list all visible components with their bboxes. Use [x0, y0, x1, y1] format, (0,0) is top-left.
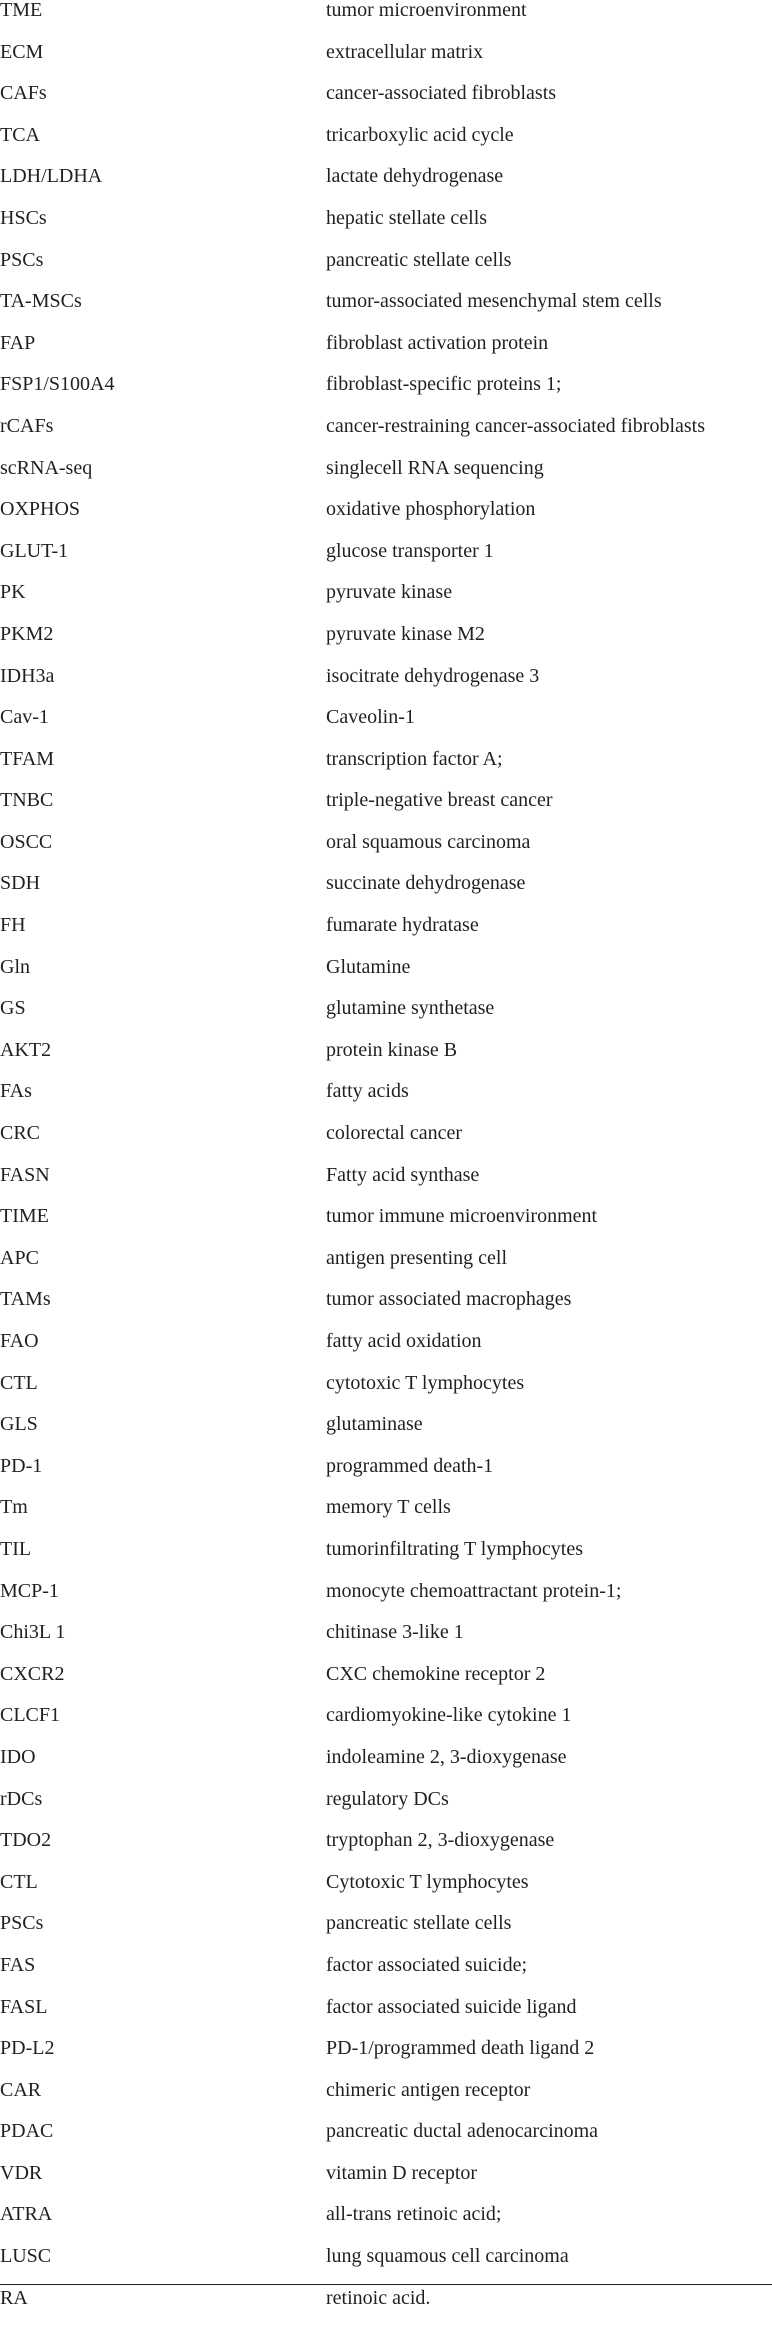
table-row: [0, 541, 772, 583]
abbreviation-term: IDO: [0, 1745, 36, 1768]
table-row: [0, 1123, 772, 1165]
abbreviation-definition: antigen presenting cell: [326, 1246, 508, 1269]
table-row: [0, 998, 772, 1040]
abbreviation-definition: fatty acids: [326, 1080, 409, 1103]
table-row: [0, 1913, 772, 1955]
abbreviation-term: FH: [0, 914, 26, 937]
abbreviation-term: LUSC: [0, 2245, 52, 2268]
abbreviation-term: OSCC: [0, 830, 53, 853]
table-row: [0, 1622, 772, 1664]
abbreviation-definition: Glutamine: [326, 955, 411, 978]
abbreviation-term: CRC: [0, 1122, 41, 1145]
table-row: [0, 2038, 772, 2080]
table-row: [0, 1539, 772, 1581]
abbreviation-term: GLUT-1: [0, 539, 69, 562]
abbreviation-definition: isocitrate dehydrogenase 3: [326, 664, 540, 687]
abbreviation-term: CTL: [0, 1371, 38, 1394]
abbreviation-definition: fibroblast activation protein: [326, 331, 549, 354]
table-row: [0, 125, 772, 167]
abbreviation-definition: lung squamous cell carcinoma: [326, 2245, 569, 2268]
abbreviation-definition: factor associated suicide;: [326, 1953, 528, 1976]
abbreviation-definition: fibroblast-specific proteins 1;: [326, 373, 562, 396]
abbreviation-definition: tumor microenvironment: [326, 0, 527, 21]
table-row: [0, 1289, 772, 1331]
table-row: [0, 1040, 772, 1082]
abbreviation-definition: all-trans retinoic acid;: [326, 2203, 502, 2226]
abbreviation-term: Tm: [0, 1496, 28, 1519]
abbreviation-definition: protein kinase B: [326, 1038, 458, 1061]
table-row: [0, 2246, 772, 2288]
abbreviation-term: AKT2: [0, 1038, 52, 1061]
abbreviation-term: HSCs: [0, 206, 47, 229]
abbreviation-term: PD-L2: [0, 2037, 55, 2060]
abbreviation-definition: pyruvate kinase M2: [326, 622, 485, 645]
table-row: [0, 749, 772, 791]
table-row: [0, 1456, 772, 1498]
table-row: [0, 1248, 772, 1290]
abbreviation-term: GS: [0, 997, 26, 1020]
table-row: [0, 2163, 772, 2205]
abbreviation-definition: hepatic stellate cells: [326, 206, 488, 229]
abbreviation-term: OXPHOS: [0, 498, 81, 521]
table-row: [0, 624, 772, 666]
abbreviation-definition: pancreatic ductal adenocarcinoma: [326, 2120, 599, 2143]
abbreviation-definition: cancer-associated fibroblasts: [326, 82, 557, 105]
table-row: [0, 416, 772, 458]
abbreviation-term: FAO: [0, 1330, 39, 1352]
abbreviation-term: TFAM: [0, 747, 55, 770]
abbreviation-definition: colorectal cancer: [326, 1122, 463, 1145]
abbreviation-definition: chimeric antigen receptor: [326, 2078, 531, 2101]
table-row: [0, 374, 772, 416]
table-row: [0, 1789, 772, 1831]
abbreviation-definition: lactate dehydrogenase: [326, 165, 504, 188]
abbreviation-term: LDH/LDHA: [0, 165, 103, 188]
table-row: [0, 707, 772, 749]
abbreviation-term: GLS: [0, 1413, 38, 1436]
table-row: [0, 1206, 772, 1248]
abbreviation-definition: vitamin D receptor: [326, 2161, 478, 2184]
table-row: [0, 832, 772, 874]
abbreviation-definition: extracellular matrix: [326, 40, 484, 63]
abbreviation-term: ECM: [0, 40, 44, 63]
table-row: [0, 458, 772, 500]
abbreviation-term: FASL: [0, 1995, 48, 2018]
abbreviation-definition: monocyte chemoattractant protein-1;: [326, 1579, 622, 1602]
abbreviation-term: APC: [0, 1246, 39, 1269]
abbreviation-term: RA: [0, 2286, 28, 2309]
table-row: [0, 1872, 772, 1914]
abbreviation-definition: fatty acid oxidation: [326, 1330, 482, 1352]
abbreviation-term: IDH3a: [0, 664, 55, 687]
table-row: [0, 1081, 772, 1123]
abbreviation-definition: CXC chemokine receptor 2: [326, 1662, 546, 1685]
abbreviation-term: TIME: [0, 1205, 49, 1228]
table-row: [0, 250, 772, 292]
table-row: [0, 2204, 772, 2246]
abbreviation-term: CTL: [0, 1870, 38, 1893]
table-row: [0, 1705, 772, 1747]
abbreviation-definition: tumor associated macrophages: [326, 1288, 572, 1311]
table-row: [0, 873, 772, 915]
abbreviation-term: FSP1/S100A4: [0, 373, 115, 396]
abbreviation-definition: factor associated suicide ligand: [326, 1995, 577, 2018]
table-row: [0, 1664, 772, 1706]
abbreviation-definition: Fatty acid synthase: [326, 1163, 480, 1186]
abbreviation-definition: tumorinfiltrating T lymphocytes: [326, 1537, 584, 1560]
abbreviation-definition: retinoic acid.: [326, 2286, 431, 2309]
abbreviation-definition: fumarate hydratase: [326, 914, 479, 937]
abbreviation-term: TAMs: [0, 1288, 51, 1311]
abbreviation-term: CAFs: [0, 82, 47, 105]
table-row: [0, 333, 772, 375]
abbreviation-definition: PD-1/programmed death ligand 2: [326, 2037, 595, 2060]
abbreviation-definition: transcription factor A;: [326, 747, 503, 770]
abbreviation-definition: regulatory DCs: [326, 1787, 449, 1810]
abbreviation-term: FAS: [0, 1953, 36, 1976]
abbreviation-term: FAP: [0, 331, 36, 354]
abbreviation-term: PSCs: [0, 1912, 44, 1935]
abbreviation-definition: Cytotoxic T lymphocytes: [326, 1870, 529, 1893]
abbreviation-term: TNBC: [0, 789, 54, 812]
table-row: [0, 1747, 772, 1789]
abbreviation-term: scRNA-seq: [0, 456, 93, 479]
table-row: [0, 1165, 772, 1207]
abbreviation-term: PK: [0, 581, 26, 604]
abbreviation-term: MCP-1: [0, 1579, 59, 1602]
table-row: [0, 915, 772, 957]
abbreviation-term: PKM2: [0, 622, 54, 645]
abbreviation-definition: indoleamine 2, 3-dioxygenase: [326, 1745, 567, 1768]
abbreviation-definition: oral squamous carcinoma: [326, 830, 531, 853]
abbreviation-term: TME: [0, 0, 43, 21]
table-row: [0, 1331, 772, 1373]
table-row: [0, 582, 772, 624]
table-row: [0, 1997, 772, 2039]
abbreviation-term: CLCF1: [0, 1704, 61, 1727]
abbreviation-definition: tryptophan 2, 3-dioxygenase: [326, 1829, 555, 1852]
abbreviation-definition: cardiomyokine-like cytokine 1: [326, 1704, 572, 1727]
abbreviation-term: FASN: [0, 1163, 50, 1186]
abbreviation-definition: glutaminase: [326, 1413, 423, 1436]
abbreviation-term: Chi3L 1: [0, 1621, 66, 1644]
abbreviation-term: rDCs: [0, 1787, 43, 1810]
table-row: [0, 42, 772, 84]
table-row: [0, 1830, 772, 1872]
abbreviation-definition: tumor immune microenvironment: [326, 1205, 598, 1228]
abbreviation-term: VDR: [0, 2161, 43, 2184]
table-row: [0, 1955, 772, 1997]
abbreviation-term: PD-1: [0, 1454, 43, 1477]
table-row: [0, 1373, 772, 1415]
table-row: [0, 208, 772, 250]
table-row: [0, 0, 772, 42]
abbreviation-definition: glutamine synthetase: [326, 997, 495, 1020]
table-row: [0, 957, 772, 999]
table-row: [0, 166, 772, 208]
abbreviation-term: TDO2: [0, 1829, 52, 1852]
table-row: [0, 1497, 772, 1539]
abbreviation-definition: pancreatic stellate cells: [326, 248, 512, 271]
table-row: [0, 1581, 772, 1623]
abbreviation-definition: cancer-restraining cancer-associated fibroblasts: [326, 414, 706, 437]
abbreviation-definition: singlecell RNA sequencing: [326, 456, 544, 479]
table-row: [0, 790, 772, 832]
table-row: [0, 83, 772, 125]
abbreviation-term: PSCs: [0, 248, 44, 271]
abbreviation-term: TIL: [0, 1537, 32, 1560]
table-row: [0, 499, 772, 541]
table-row: [0, 2121, 772, 2163]
table-bottom-rule: [0, 2284, 772, 2285]
abbreviation-term: TCA: [0, 123, 40, 146]
abbreviation-definition: Caveolin-1: [326, 706, 415, 729]
abbreviation-term: ATRA: [0, 2203, 53, 2226]
abbreviation-definition: oxidative phosphorylation: [326, 498, 536, 521]
abbreviation-term: Gln: [0, 955, 30, 978]
abbreviation-term: FAs: [0, 1080, 32, 1103]
table-row: [0, 291, 772, 333]
abbreviation-definition: pancreatic stellate cells: [326, 1912, 512, 1935]
abbreviation-term: CAR: [0, 2078, 42, 2101]
table-row: [0, 666, 772, 708]
table-row: [0, 1414, 772, 1456]
abbreviation-definition: glucose transporter 1: [326, 539, 494, 562]
abbreviation-term: TA-MSCs: [0, 290, 82, 313]
abbreviation-definition: succinate dehydrogenase: [326, 872, 526, 895]
abbreviation-definition: programmed death-1: [326, 1454, 494, 1477]
abbreviation-definition: cytotoxic T lymphocytes: [326, 1371, 525, 1394]
abbreviation-definition: triple-negative breast cancer: [326, 789, 553, 812]
abbreviation-definition: tricarboxylic acid cycle: [326, 123, 514, 146]
abbreviation-definition: pyruvate kinase: [326, 581, 453, 604]
abbreviation-term: PDAC: [0, 2120, 54, 2143]
abbreviation-definition: chitinase 3-like 1: [326, 1621, 464, 1644]
abbreviation-term: Cav-1: [0, 706, 49, 729]
abbreviation-term: rCAFs: [0, 414, 54, 437]
abbreviation-definition: memory T cells: [326, 1496, 451, 1519]
table-row: [0, 2080, 772, 2122]
abbreviation-definition: tumor-associated mesenchymal stem cells: [326, 290, 662, 313]
abbreviation-term: CXCR2: [0, 1662, 65, 1685]
abbreviation-term: SDH: [0, 872, 41, 895]
